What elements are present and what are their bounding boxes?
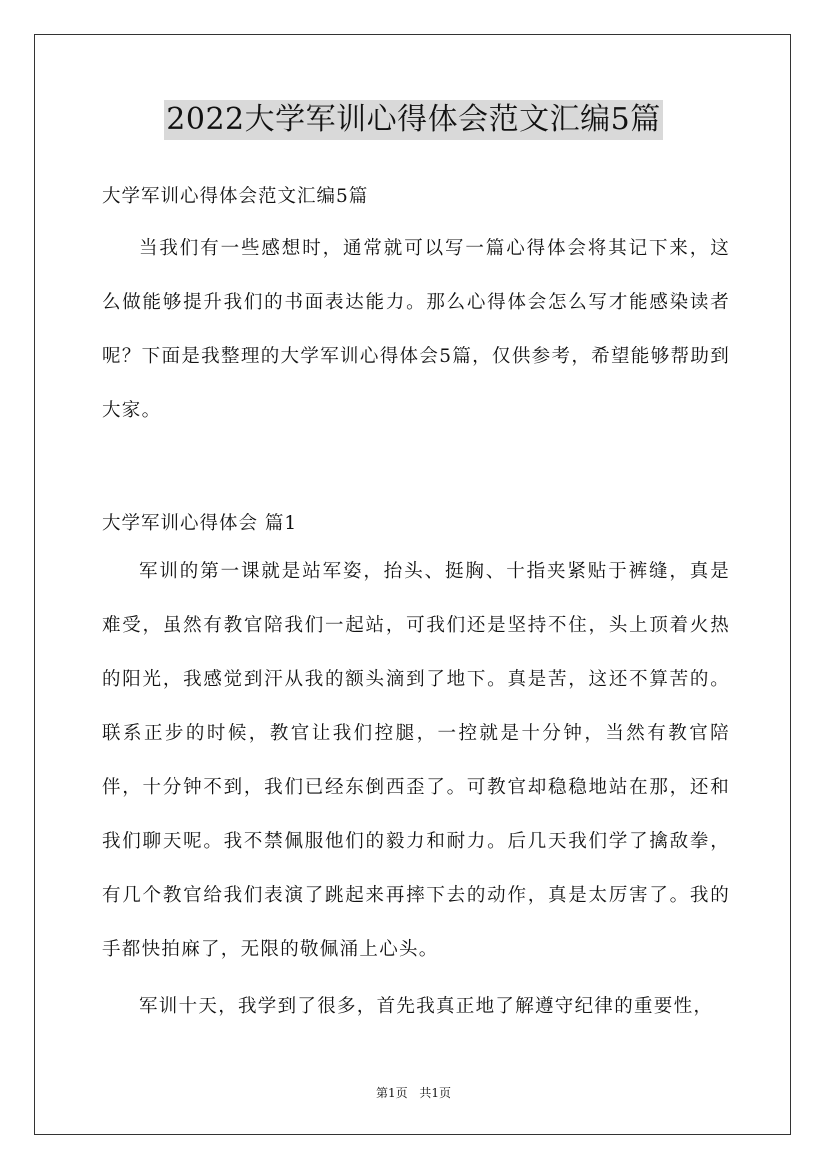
body-paragraph-2: 军训十天，我学到了很多，首先我真正地了解遵守纪律的重要性，: [139, 996, 714, 1017]
section-heading: 大学军训心得体会 篇1: [102, 513, 298, 534]
page-footer: [0, 1084, 827, 1101]
document-title: 2022大学军训心得体会范文汇编5篇: [164, 100, 662, 140]
page-number: 第1页: [375, 1086, 408, 1100]
intro-paragraph: 当我们有一些感想时，通常就可以写一篇心得体会将其记下来，这么做能够提升我们的书面表达能力。那么心得体会怎么写才能感染读者呢？下面是我整理的大学军训心得体会5篇，仅供参考，希望能够帮助到大家。: [102, 238, 730, 421]
page-total: 共1页: [419, 1086, 452, 1100]
body-paragraph-1: 军训的第一课就是站军姿，抬头、挺胸、十指夹紧贴于裤缝，真是难受，虽然有教官陪我们一起站，可我们还是坚持不住，头上顶着火热的阳光，我感觉到汗从我的额头滴到了地下。真是苦，这还不算苦的。联系正步的时候，教官让我们控腿，一控就是十分钟，当然有教官陪伴，十分钟不到，我们已经东倒西歪了。可教官却稳稳地站在那，还和我们聊天呢。我不禁佩服他们的毅力和耐力。后几天我们学了擒敌拳，有几个教官给我们表演了跳起来再摔下去的动作，真是太厉害了。我的手都快拍麻了，无限的敬佩涌上心头。: [102, 561, 730, 960]
document-subtitle: 大学军训心得体会范文汇编5篇: [102, 186, 369, 207]
title-wrap: [0, 100, 827, 140]
